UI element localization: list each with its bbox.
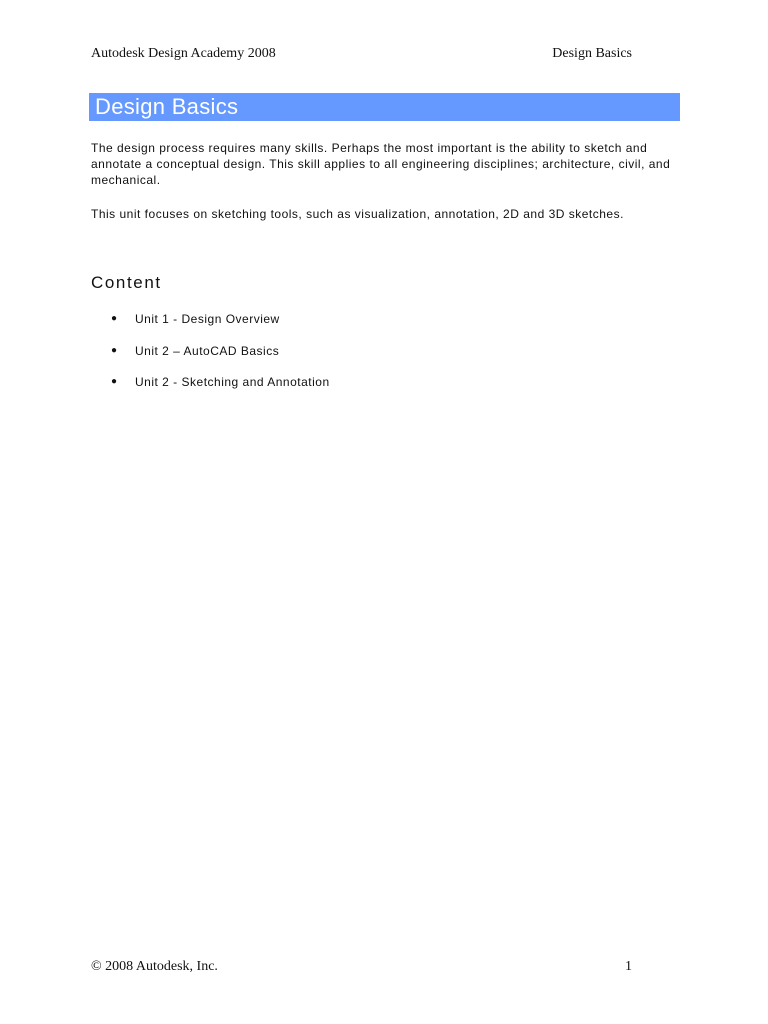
header-right-text: Design Basics [552,46,632,61]
list-item-label: Unit 2 - Sketching and Annotation [135,375,330,389]
bullet-icon: ● [111,344,118,356]
page-header [91,46,632,62]
list-item-label: Unit 2 – AutoCAD Basics [135,343,280,358]
title-banner [89,93,680,121]
page-title: Design Basics [95,94,239,119]
page-footer [91,959,632,975]
list-item [91,374,330,390]
content-list [91,311,330,406]
copyright-text: © 2008 Autodesk, Inc. [91,959,218,974]
content-heading: Content [91,273,162,292]
bullet-icon: ● [111,376,118,387]
list-item [91,311,330,327]
list-item [91,343,330,359]
focus-paragraph: This unit focuses on sketching tools, such as visualization, annotation, 2D and 3D sketches. [91,207,624,221]
intro-paragraph: The design process requires many skills. Perhaps the most important is the ability to sketch and annotate a conceptual design. This skill applies to all engineering disciplines; architecture, civil, and mechanical. [91,141,671,187]
bullet-icon: ● [111,313,118,324]
header-left-text: Autodesk Design Academy 2008 [91,46,276,61]
list-item-label: Unit 1 - Design Overview [135,312,280,326]
page-number: 1 [625,959,632,974]
